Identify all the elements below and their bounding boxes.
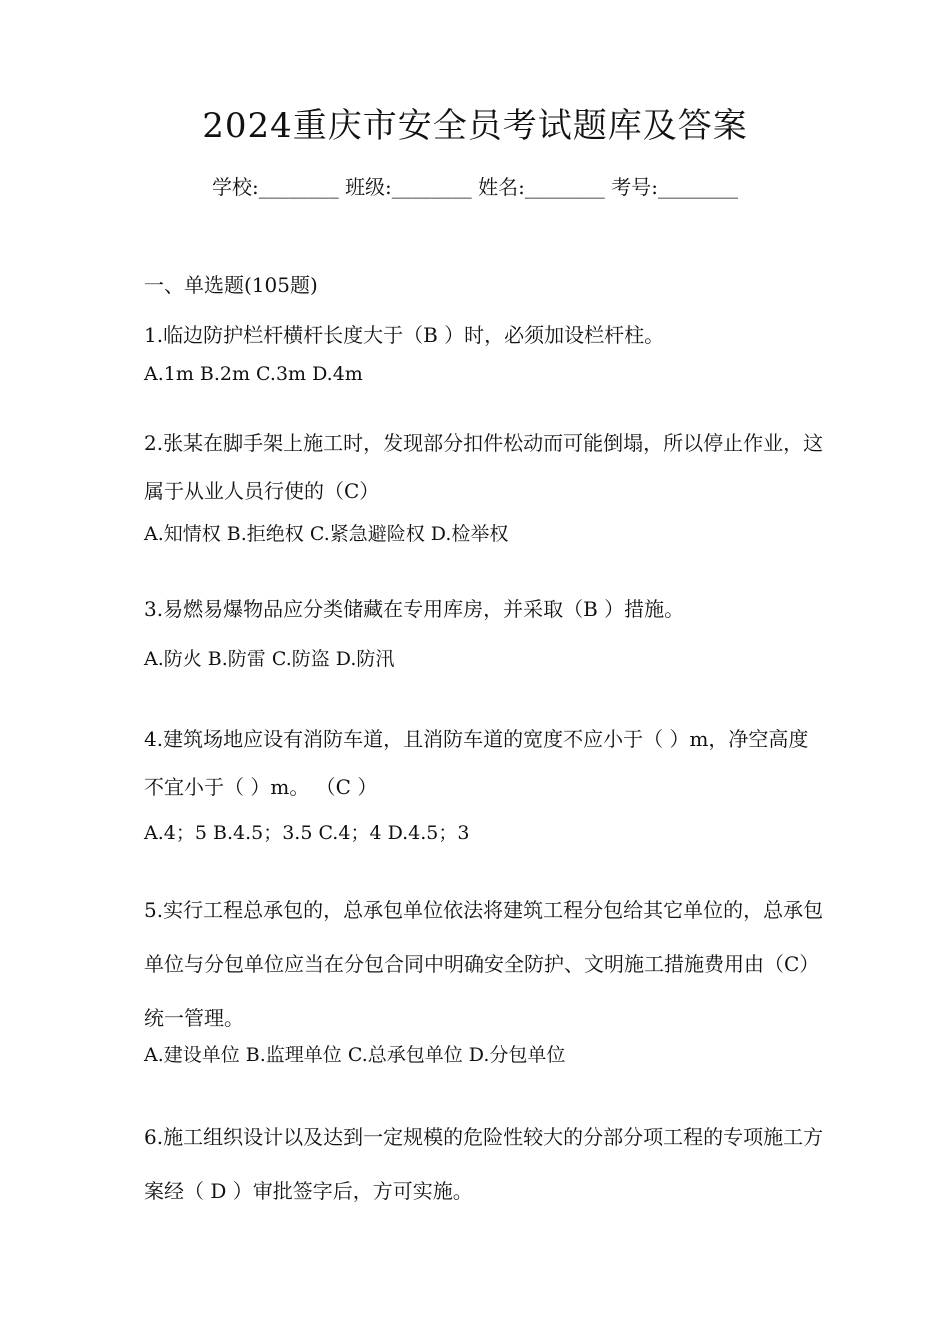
question-options: A.防火 B.防雷 C.防盗 D.防汛 bbox=[144, 648, 395, 670]
question-options: A.建设单位 B.监理单位 C.总承包单位 D.分包单位 bbox=[144, 1044, 566, 1066]
question-stem: 3.易燃易爆物品应分类储藏在专用库房，并采取（B ）措施。 bbox=[144, 597, 685, 621]
name-field: 姓名:________ bbox=[478, 175, 605, 199]
question-stem: 5.实行工程总承包的，总承包单位依法将建筑工程分包给其它单位的，总承包单位与分包单位应当在分包合同中明确安全防护、文明施工措施费用由（C）统一管理。 bbox=[144, 898, 824, 1030]
exam-number-field: 考号:________ bbox=[611, 175, 739, 199]
question-options: A.1m B.2m C.3m D.4m bbox=[144, 363, 363, 385]
question-options: A.知情权 B.拒绝权 C.紧急避险权 D.检举权 bbox=[144, 523, 509, 545]
school-field: 学校:________ bbox=[211, 175, 339, 199]
question-stem: 2.张某在脚手架上施工时，发现部分扣件松动而可能倒塌，所以停止作业，这属于从业人员行使的（C） bbox=[144, 431, 824, 503]
question-stem: 4.建筑场地应设有消防车道，且消防车道的宽度不应小于（ ）m，净空高度不宜小于（ ）m。 （C ） bbox=[144, 727, 809, 799]
question-options: A.4；5 B.4.5；3.5 C.4；4 D.4.5；3 bbox=[144, 822, 470, 844]
section-title: 一、单选题(105题) bbox=[144, 273, 318, 297]
question-stem: 6.施工组织设计以及达到一定规模的危险性较大的分部分项工程的专项施工方案经（ D ）审批签字后，方可实施。 bbox=[144, 1125, 824, 1203]
document-title: 2024重庆市安全员考试题库及答案 bbox=[202, 106, 748, 146]
class-field: 班级:________ bbox=[345, 175, 472, 199]
question-stem: 1.临边防护栏杆横杆长度大于（B ）时，必须加设栏杆柱。 bbox=[144, 323, 665, 347]
student-info-line bbox=[0, 172, 950, 202]
